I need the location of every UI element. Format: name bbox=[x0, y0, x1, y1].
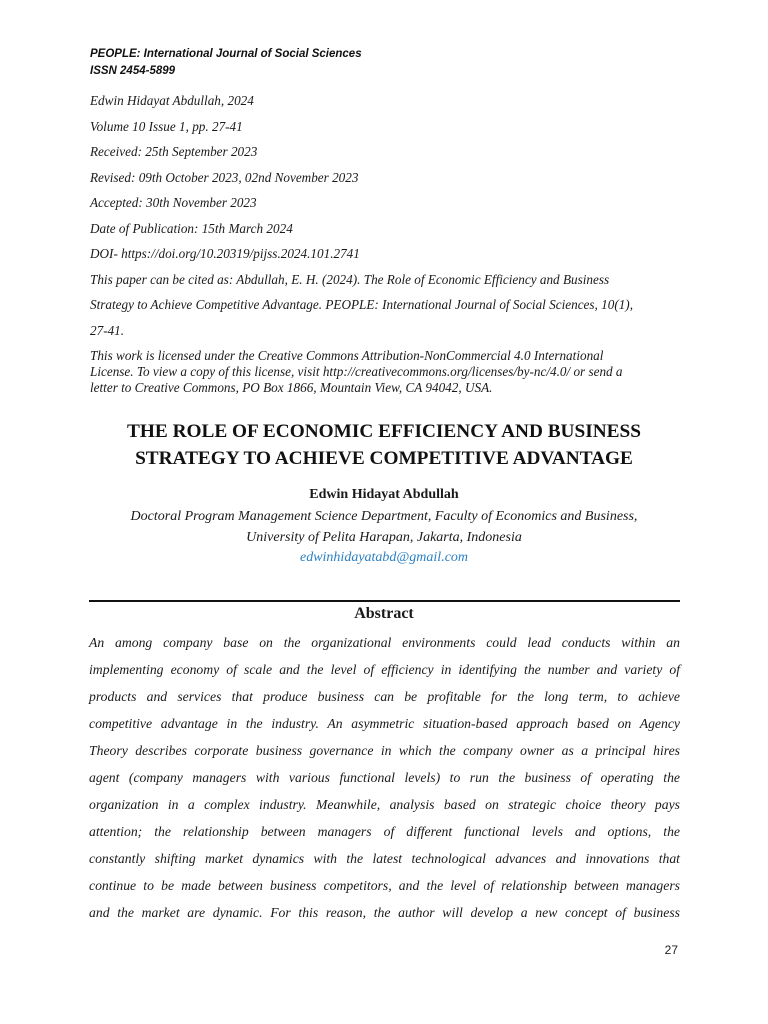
author-year: Edwin Hidayat Abdullah, 2024 bbox=[90, 93, 254, 108]
abstract-heading: Abstract bbox=[354, 605, 414, 622]
license-line: letter to Creative Commons, PO Box 1866, Mountain View, CA 94042, USA. bbox=[90, 380, 493, 395]
license-line: This work is licensed under the Creative Commons Attribution-NonCommercial 4.0 International bbox=[90, 348, 604, 363]
publication-date: Date of Publication: 15th March 2024 bbox=[90, 220, 293, 236]
received-date: Received: 25th September 2023 bbox=[90, 144, 258, 159]
abstract-line: products and services that produce business can be profitable for the long term, to achieve bbox=[89, 689, 680, 704]
license-note bbox=[90, 348, 690, 396]
author-email-link[interactable]: edwinhidayatabd@gmail.com bbox=[299, 550, 469, 565]
author-name: Edwin Hidayat Abdullah bbox=[309, 487, 459, 502]
abstract-text bbox=[89, 629, 680, 926]
affiliation-line: Doctoral Program Management Science Department, Faculty of Economics and Business, bbox=[130, 509, 638, 524]
abstract-line: and the market are dynamic. For this reason, the author will develop a new concept of business bbox=[89, 905, 680, 920]
page-number: 27 bbox=[664, 943, 678, 957]
abstract-line: constantly shifting market dynamics with the latest technological advances and innovations that bbox=[89, 851, 680, 866]
abstract-line: An among company base on the organizational environments could lead conducts within an bbox=[89, 635, 680, 650]
title-line: THE ROLE OF ECONOMIC EFFICIENCY AND BUSINESS bbox=[127, 421, 641, 442]
abstract-line: continue to be made between business competitors, and the level of relationship between managers bbox=[89, 878, 680, 893]
journal-header bbox=[90, 46, 362, 80]
citation-line: Strategy to Achieve Competitive Advantage. PEOPLE: International Journal of Social Sciences, 10(1), bbox=[90, 297, 633, 312]
title-line: STRATEGY TO ACHIEVE COMPETITIVE ADVANTAGE bbox=[135, 448, 633, 469]
abstract-line: Theory describes corporate business governance in which the company owner as a principal hires bbox=[89, 743, 680, 758]
abstract-line: agent (company managers with various functional levels) to run the business of operating the bbox=[89, 770, 680, 785]
citation-note bbox=[90, 267, 690, 344]
accepted-date: Accepted: 30th November 2023 bbox=[90, 195, 257, 210]
abstract-line: organization in a complex industry. Meanwhile, analysis based on strategic choice theory pays bbox=[89, 797, 680, 812]
license-line[interactable]: License. To view a copy of this license, visit http://creativecommons.org/licenses/by-nc/4.0/ or send a bbox=[90, 364, 623, 379]
affiliation-line: University of Pelita Harapan, Jakarta, Indonesia bbox=[246, 530, 522, 545]
author-affiliation bbox=[90, 506, 678, 548]
journal-name: PEOPLE: International Journal of Social Sciences bbox=[90, 48, 362, 60]
citation-line: 27-41. bbox=[90, 322, 125, 338]
volume-issue: Volume 10 Issue 1, pp. 27-41 bbox=[90, 118, 243, 134]
revised-date: Revised: 09th October 2023, 02nd November 2023 bbox=[90, 169, 359, 185]
paper-title bbox=[90, 418, 678, 472]
abstract-line: attention; the relationship between managers of different functional levels and options, the bbox=[89, 824, 680, 839]
journal-issn: ISSN 2454-5899 bbox=[90, 65, 176, 77]
article-metadata bbox=[90, 92, 690, 396]
abstract-line: implementing economy of scale and the level of efficiency in identifying the number and variety of bbox=[89, 662, 680, 677]
citation-line: This paper can be cited as: Abdullah, E. H. (2024). The Role of Economic Efficiency and Business bbox=[90, 271, 610, 287]
abstract-line: competitive advantage in the industry. An asymmetric situation-based approach based on Agency bbox=[89, 716, 680, 731]
doi-link[interactable]: DOI- https://doi.org/10.20319/pijss.2024.101.2741 bbox=[90, 246, 360, 261]
section-divider bbox=[89, 600, 680, 602]
